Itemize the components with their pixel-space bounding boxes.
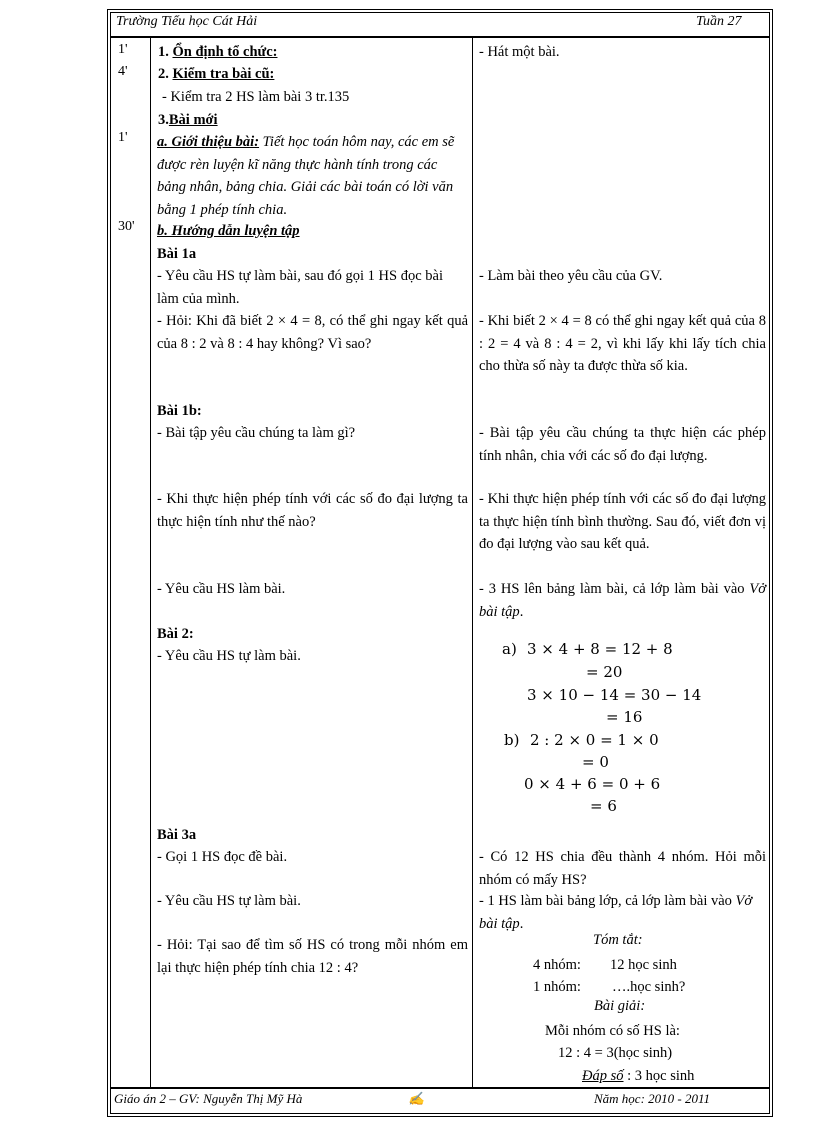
summary-title: Tóm tắt: [593, 932, 643, 948]
student-response-8: - 1 HS làm bài bảng lớp, cả lớp làm bài vào Vở bài tập. [479, 893, 753, 932]
solution-title: Bài giải: [594, 998, 646, 1014]
exercise-1a-question: - Hỏi: Khi đã biết 2 × 4 = 8, có thể ghi ngay kết quả của 8 : 2 và 8 : 4 hay không? Vì sao? [157, 313, 468, 352]
solution-line-2: 12 : 4 = 3(học sinh) [558, 1045, 673, 1061]
summary-1-label: 4 nhóm: [533, 957, 581, 973]
activity-column-divider [472, 37, 473, 1087]
week-label: Tuần 27 [696, 14, 742, 29]
math-a-line-3: 3 × 10 − 14 = 30 − 14 [527, 686, 702, 704]
exercise-1b-instruction: - Yêu cầu HS làm bài. [157, 581, 286, 597]
student-response-6: - 3 HS lên bảng làm bài, cả lớp làm bài vào Vở bài tập. [479, 581, 766, 620]
math-a-line-4: = 16 [606, 708, 643, 726]
student-response-5: - Khi thực hiện phép tính với các số đo đại lượng ta thực hiện tính bình thường. Sau đó, viết đơn vị đo đại lượng vào sau kết quả. [479, 491, 766, 552]
exercise-1a-title: Bài 1a [157, 246, 197, 262]
footer-school-year: Năm học: 2010 - 2011 [594, 1091, 711, 1106]
student-response-7: - Có 12 HS chia đều thành 4 nhóm. Hỏi mỗi nhóm có mấy HS? [479, 849, 766, 888]
student-response-1: - Hát một bài. [479, 44, 560, 60]
math-a-line-2: = 20 [586, 663, 623, 681]
math-label-b: b) [504, 731, 520, 749]
exercise-1a-instruction: - Yêu cầu HS tự làm bài, sau đó gọi 1 HS đọc bài làm của mình. [157, 268, 443, 307]
math-b-line-3: 0 × 4 + 6 = 0 + 6 [524, 775, 661, 793]
footer-author: Giáo án 2 – GV: Nguyễn Thị Mỹ Hà [114, 1091, 303, 1106]
student-response-4: - Bài tập yêu cầu chúng ta thực hiện các phép tính nhân, chia với các số đo đại lượng. [479, 425, 766, 464]
student-response-2: - Làm bài theo yêu cầu của GV. [479, 268, 663, 284]
guide-title: b. Hướng dẫn luyện tập [157, 223, 300, 239]
exercise-3a-title: Bài 3a [157, 827, 197, 843]
exercise-2-instruction: - Yêu cầu HS tự làm bài. [157, 648, 301, 664]
section-3-title: 3.Bài mới [158, 112, 218, 128]
math-b-line-1: 2 : 2 × 0 = 1 × 0 [530, 731, 659, 749]
school-name: Trường Tiểu học Cát Hải [116, 14, 258, 29]
time-3: 1' [118, 130, 128, 145]
summary-1-value: 12 học sinh [610, 957, 677, 973]
math-label-a: a) [502, 640, 517, 658]
footer-ornament-icon: ✍ [408, 1091, 425, 1106]
summary-2-label: 1 nhóm: [533, 979, 581, 995]
exercise-3a-instruction-1: - Gọi 1 HS đọc đề bài. [157, 849, 288, 865]
time-4: 30' [118, 219, 135, 234]
exercise-3a-question: - Hỏi: Tại sao để tìm số HS có trong mỗi nhóm em lại thực hiện phép tính chia 12 : 4? [157, 937, 468, 976]
section-2-title: 2. Kiểm tra bài cũ: [158, 66, 275, 82]
intro-paragraph: a. Giới thiệu bài: Tiết học toán hôm nay, các em sẽ được rèn luyện kĩ năng thực hành tính trong các bảng nhân, bảng chia. Giải các bài toán có lời văn bằng 1 phép tính chia. [157, 134, 455, 218]
math-b-line-2: = 0 [582, 753, 609, 771]
summary-2-value: ….học sinh? [612, 979, 686, 995]
exercise-1b-title: Bài 1b: [157, 403, 202, 419]
header-divider [110, 36, 770, 38]
exercise-3a-instruction-2: - Yêu cầu HS tự làm bài. [157, 893, 301, 909]
section-1-title: 1. Ổn định tổ chức: [158, 44, 278, 60]
time-column-divider [150, 37, 151, 1087]
answer-line: Đáp số : 3 học sinh [582, 1068, 695, 1084]
exercise-2-title: Bài 2: [157, 626, 194, 642]
student-response-3: - Khi biết 2 × 4 = 8 có thể ghi ngay kết quả của 8 : 2 = 4 và 8 : 4 = 2, vì khi lấy khi lấy tích chia cho thừa số này ta được thừa số kia. [479, 313, 766, 374]
section-2-item: - Kiểm tra 2 HS làm bài 3 tr.135 [162, 89, 350, 105]
footer-divider [110, 1087, 770, 1089]
math-a-line-1: 3 × 4 + 8 = 12 + 8 [527, 640, 673, 658]
time-2: 4' [118, 64, 128, 79]
solution-line-1: Mỗi nhóm có số HS là: [545, 1023, 680, 1039]
time-1: 1' [118, 42, 128, 57]
math-b-line-4: = 6 [590, 797, 617, 815]
exercise-1b-question-1: - Bài tập yêu cầu chúng ta làm gì? [157, 425, 356, 441]
exercise-1b-question-2: - Khi thực hiện phép tính với các số đo đại lượng ta thực hiện tính như thế nào? [157, 491, 468, 530]
